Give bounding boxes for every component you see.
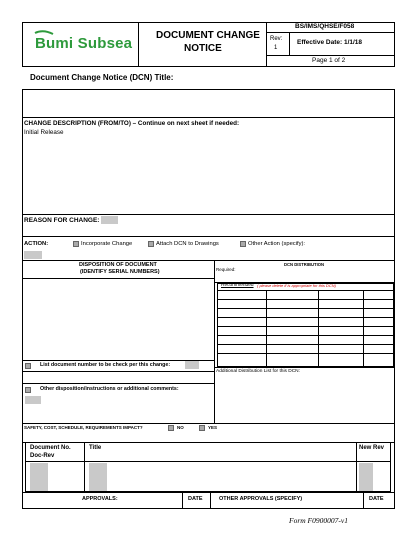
divider <box>22 423 395 424</box>
title-input[interactable] <box>89 463 107 491</box>
divider <box>266 55 395 56</box>
grid-row <box>217 335 394 336</box>
divider <box>266 32 395 33</box>
new-rev-header: New Rev <box>359 445 385 451</box>
other-disposition-input[interactable] <box>25 396 41 404</box>
doc-number-input[interactable] <box>30 463 48 491</box>
grid-col-divider <box>266 290 267 367</box>
grid-row <box>217 326 394 327</box>
table-col-divider <box>84 442 85 492</box>
rev-label: Rev: <box>270 36 283 42</box>
incorporate-change-checkbox[interactable] <box>73 241 79 247</box>
divider <box>22 117 395 118</box>
other-approvals-date-label: DATE <box>369 496 384 502</box>
form-title-line2: NOTICE <box>184 43 222 54</box>
disposition-heading: DISPOSITION OF DOCUMENT <box>79 262 157 268</box>
change-description-value[interactable]: Initial Release <box>24 129 64 136</box>
approvals-date-label: DATE <box>188 496 203 502</box>
reason-label: REASON FOR CHANGE: <box>24 217 100 224</box>
effective-date: Effective Date: 1/1/18 <box>297 39 363 46</box>
divider <box>214 260 215 423</box>
other-action-checkbox[interactable] <box>240 241 246 247</box>
other-approvals-label: OTHER APPROVALS (SPECIFY) <box>219 496 303 502</box>
divider <box>138 22 139 67</box>
other-action-label: Other Action (specify): <box>248 241 306 247</box>
impact-no-checkbox[interactable] <box>168 425 174 431</box>
grid-col-divider <box>363 290 364 367</box>
incorporate-change-label: Incorporate Change <box>81 241 133 247</box>
divider <box>22 383 214 384</box>
reason-input[interactable] <box>101 216 118 224</box>
divider <box>266 22 267 67</box>
additional-distribution-label: Additional Distribution List for this DCN: <box>216 369 300 374</box>
approvals-label: APPROVALS: <box>82 496 118 502</box>
grid-row <box>217 344 394 345</box>
other-action-input[interactable] <box>24 251 42 259</box>
divider <box>214 367 395 368</box>
impact-yes-checkbox[interactable] <box>199 425 205 431</box>
grid-row <box>217 299 394 300</box>
approvals-divider <box>363 492 364 509</box>
company-name: Bumi Subsea <box>35 35 133 52</box>
recommended-grid <box>217 283 394 367</box>
change-description-label: CHANGE DESCRIPTION (FROM/TO) – Continue on next sheet if needed: <box>24 120 240 127</box>
title-header: Title <box>89 445 102 451</box>
divider <box>22 260 395 261</box>
action-label: ACTION: <box>24 241 49 247</box>
dcn-title-label: Document Change Notice (DCN) Title: <box>30 73 174 82</box>
distribution-heading: DCN DISTRIBUTION <box>284 262 325 267</box>
divider <box>22 278 214 279</box>
attach-dcn-checkbox[interactable] <box>148 241 154 247</box>
grid-row <box>217 317 394 318</box>
divider <box>22 236 395 237</box>
form-title-line1: DOCUMENT CHANGE <box>156 30 260 41</box>
table-col-divider <box>356 442 357 492</box>
disposition-subheading: (IDENTIFY SERIAL NUMBERS) <box>80 269 160 275</box>
other-disposition-checkbox[interactable] <box>25 387 31 393</box>
form-number: Form F0900007-v1 <box>289 516 348 525</box>
document-table <box>25 442 391 492</box>
divider <box>289 32 290 55</box>
grid-row <box>217 290 394 291</box>
doc-code: BS/IMS/QHSE/F058 <box>295 23 355 30</box>
divider <box>22 214 395 215</box>
required-label: Required: <box>216 267 236 272</box>
doc-number-header: Document No. <box>30 445 71 451</box>
divider <box>22 371 214 372</box>
list-document-label: List document number to be check per this change: <box>40 362 171 368</box>
list-document-input[interactable] <box>185 361 199 369</box>
divider <box>22 492 395 493</box>
grid-col-divider <box>318 290 319 367</box>
approvals-divider <box>182 492 183 509</box>
grid-row <box>217 308 394 309</box>
recommended-label: Recommended <box>221 283 254 288</box>
attach-dcn-label: Attach DCN to Drawings <box>156 241 219 247</box>
recommended-note: ( please delete if is appropriate for this DCN) <box>257 283 336 288</box>
doc-rev-header: Doc-Rev <box>30 453 55 459</box>
list-document-checkbox[interactable] <box>25 363 31 369</box>
table-header-divider <box>25 461 391 462</box>
page-number: Page 1 of 2 <box>312 57 346 64</box>
rev-value: 1 <box>274 45 278 51</box>
new-rev-input[interactable] <box>359 463 373 491</box>
other-disposition-label: Other disposition/instructions or additional comments: <box>40 386 179 392</box>
impact-label: SAFETY, COST, SCHEDULE, REQUIREMENTS IMPACT? <box>24 425 143 430</box>
impact-yes-label: YES <box>208 425 218 430</box>
impact-no-label: NO <box>177 425 184 430</box>
company-logo <box>33 30 133 52</box>
grid-row <box>217 353 394 354</box>
approvals-divider <box>210 492 211 509</box>
